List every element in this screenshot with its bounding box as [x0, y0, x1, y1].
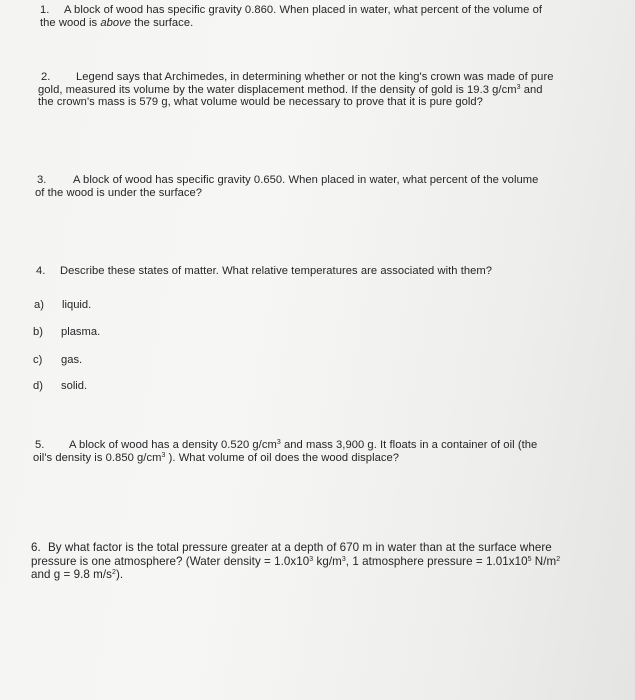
item-b-text: plasma.	[61, 326, 101, 338]
question-4-number: 4.	[36, 265, 46, 277]
question-6-sup-5: 2	[112, 569, 116, 576]
question-2-line-2	[38, 84, 554, 97]
question-6-number: 6.	[31, 541, 41, 554]
question-6	[31, 541, 560, 582]
question-4-item-b	[33, 326, 100, 338]
question-2-text-line-2b: and	[520, 83, 543, 96]
question-5-text-line-2b: ). What volume of oil does the wood displace?	[165, 451, 400, 464]
question-1-line-1	[40, 4, 542, 17]
question-6-text-line-2c: , 1 atmosphere pressure = 1.01x10	[345, 554, 528, 568]
question-6-text-line-2a: pressure is one atmosphere? (Water density = 1.0x10	[31, 554, 310, 568]
question-5-superscript-1: 3	[276, 439, 281, 446]
question-6-text-line-2b: kg/m	[313, 554, 342, 568]
question-4-item-d	[33, 380, 87, 392]
question-6-sup-1: 3	[309, 555, 314, 563]
question-3-line-1	[35, 174, 538, 187]
question-1-line-2	[40, 17, 542, 30]
question-4-item-a	[34, 299, 91, 311]
question-5-text-line-1b: and mass 3,900 g. It floats in a container of oil (the	[280, 439, 538, 451]
item-c-letter: c)	[33, 354, 43, 366]
question-3-line-2: of the wood is under the surface?	[35, 186, 203, 199]
question-6-line-2	[31, 555, 560, 569]
question-2	[38, 71, 554, 109]
question-5	[33, 439, 537, 464]
question-5-superscript-2: 3	[161, 451, 166, 459]
question-5-line-2	[33, 452, 537, 465]
question-6-line-1	[31, 541, 560, 555]
question-3	[35, 174, 538, 199]
item-a-letter: a)	[34, 299, 44, 311]
item-a-text: liquid.	[62, 299, 92, 311]
question-1-number: 1.	[40, 4, 50, 16]
item-d-text: solid.	[61, 380, 88, 392]
question-4-item-c	[33, 354, 82, 366]
question-2-number: 2.	[41, 71, 51, 83]
question-6-sup-3: 5	[527, 555, 532, 563]
question-6-text-line-2d: N/m	[531, 554, 557, 568]
question-6-text-line-3b: ).	[115, 568, 124, 581]
question-5-line-1	[33, 439, 537, 452]
question-1	[40, 4, 542, 29]
question-1-emphasis: above	[100, 16, 132, 29]
question-3-text-line-1: A block of wood has specific gravity 0.650. When placed in water, what percent of the volume	[73, 174, 539, 186]
question-6-text-line-3a: and g = 9.8 m/s	[31, 568, 112, 581]
question-1-text-line-2a: the wood is	[40, 16, 101, 29]
question-2-line-1	[38, 71, 554, 84]
question-4-text: Describe these states of matter. What relative temperatures are associated with them?	[60, 265, 493, 277]
question-5-number: 5.	[35, 439, 45, 451]
question-2-line-3: the crown's mass is 579 g, what volume would be necessary to prove that it is pure gold?	[38, 96, 483, 108]
question-6-line-3	[31, 568, 560, 582]
question-6-sup-2: 3	[341, 555, 346, 563]
question-2-superscript: 3	[516, 83, 521, 91]
question-1-text-line-2b: the surface.	[131, 16, 194, 29]
question-6-text-line-1: By what factor is the total pressure greater at a depth of 670 m in water than at the surface where	[48, 541, 552, 554]
question-5-text-line-2a: oil's density is 0.850 g/cm	[33, 451, 162, 464]
item-d-letter: d)	[33, 380, 43, 392]
item-c-text: gas.	[61, 354, 83, 366]
question-6-sup-4: 2	[556, 555, 561, 563]
question-2-text-line-1: Legend says that Archimedes, in determining whether or not the king's crown was made of pure	[76, 71, 554, 83]
question-2-text-line-2a: gold, measured its volume by the water displacement method. If the density of gold is 19.3 g/cm	[38, 83, 517, 96]
question-4	[36, 265, 492, 278]
question-5-text-line-1a: A block of wood has a density 0.520 g/cm	[69, 439, 277, 451]
question-1-text-line-1: A block of wood has specific gravity 0.860. When placed in water, what percent of the volume of	[64, 4, 542, 16]
item-b-letter: b)	[33, 326, 43, 338]
question-3-number: 3.	[37, 174, 47, 186]
